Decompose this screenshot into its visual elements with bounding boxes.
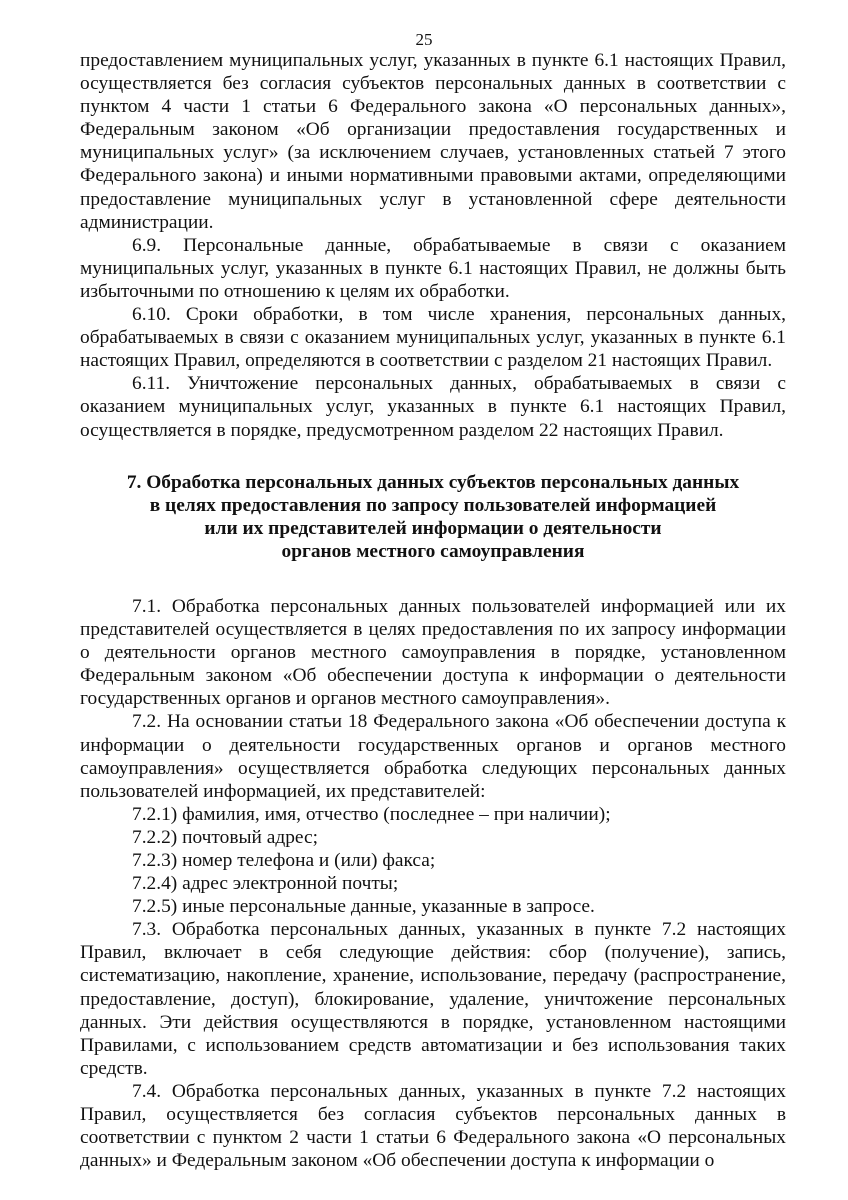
section-title-line: в целях предоставления по запросу пользователей информацией (149, 494, 717, 516)
list-item-7-2-4: 7.2.4) адрес электронной почты; (132, 873, 399, 895)
paragraph-7-3: 7.3. Обработка персональных данных, указанных в пункте 7.2 настоящих Правил, включает в себя следующие действия: сбор (получение), запись, систематизацию, накопление, хранение, использование, передачу (распространение, предоставление, доступ), блокирование, удаление, уничтожение персональных данных. Эти действия осуществляются в порядке, установленном настоящими Правилами, с использованием средств автоматизации и без использования таких средств. (80, 919, 786, 1079)
list-item-7-2-3: 7.2.3) номер телефона и (или) факса; (132, 850, 436, 871)
list-item-7-2-5: 7.2.5) иные персональные данные, указанные в запросе. (132, 896, 595, 918)
section-title-line: или их представителей информации о деятельности (204, 517, 662, 539)
document-body (80, 49, 786, 1172)
section-title-line: 7. Обработка персональных данных субъектов персональных данных (126, 471, 740, 493)
paragraph-continuation: предоставлением муниципальных услуг, указанных в пункте 6.1 настоящих Правил, осуществляется без согласия субъектов персональных данных в соответствии с пунктом 4 части 1 статьи 6 Федерального закона «О персональных данных», Федеральным законом «Об организации предоставления государственных и муниципальных услуг» (за исключением случаев, установленных статьей 7 этого Федерального закона) и иными нормативными правовыми актами, определяющими предоставление муниципальных услуг в установленной сфере деятельности администрации. (80, 50, 786, 233)
paragraph-7-4: 7.4. Обработка персональных данных, указанных в пункте 7.2 настоящих Правил, осуществляется без согласия субъектов персональных данных в соответствии с пунктом 2 части 1 статьи 6 Федерального закона «О персональных данных» и Федеральным законом «Об обеспечении доступа к информации о (80, 1080, 786, 1172)
paragraph-6-10: 6.10. Сроки обработки, в том числе хранения, персональных данных, обрабатываемых в связи с оказанием муниципальных услуг, указанных в пункте 6.1 настоящих Правил, определяются в соответствии с разделом 21 настоящих Правил. (80, 304, 786, 372)
paragraph-7-2: 7.2. На основании статьи 18 Федерального закона «Об обеспечении доступа к информации о деятельности государственных органов и органов местного самоуправления» осуществляется обработка следующих персональных данных пользователей информацией, их представителей: (80, 711, 786, 802)
paragraph-7-1: 7.1. Обработка персональных данных пользователей информацией или их представителей осуществляется в целях предоставления по их запросу информации о деятельности органов местного самоуправления в порядке, установленном Федеральным законом «Об обеспечении доступа к информации о деятельности государственных органов и органов местного самоуправления». (80, 595, 786, 710)
section-7-title (80, 471, 786, 563)
page-number: 25 (415, 30, 433, 49)
paragraph-6-9: 6.9. Персональные данные, обрабатываемые в связи с оказанием муниципальных услуг, указанных в пункте 6.1 настоящих Правил, не должны быть избыточными по отношению к целям их обработки. (80, 234, 786, 302)
list-item-7-2-2: 7.2.2) почтовый адрес; (132, 826, 318, 848)
section-title-line: органов местного самоуправления (281, 540, 585, 562)
list-item-7-2-1: 7.2.1) фамилия, имя, отчество (последнее – при наличии); (132, 803, 611, 825)
paragraph-6-11: 6.11. Уничтожение персональных данных, обрабатываемых в связи с оказанием муниципальных услуг, указанных в пункте 6.1 настоящих Правил, осуществляется в порядке, предусмотренном разделом 22 настоящих Правил. (80, 373, 786, 441)
